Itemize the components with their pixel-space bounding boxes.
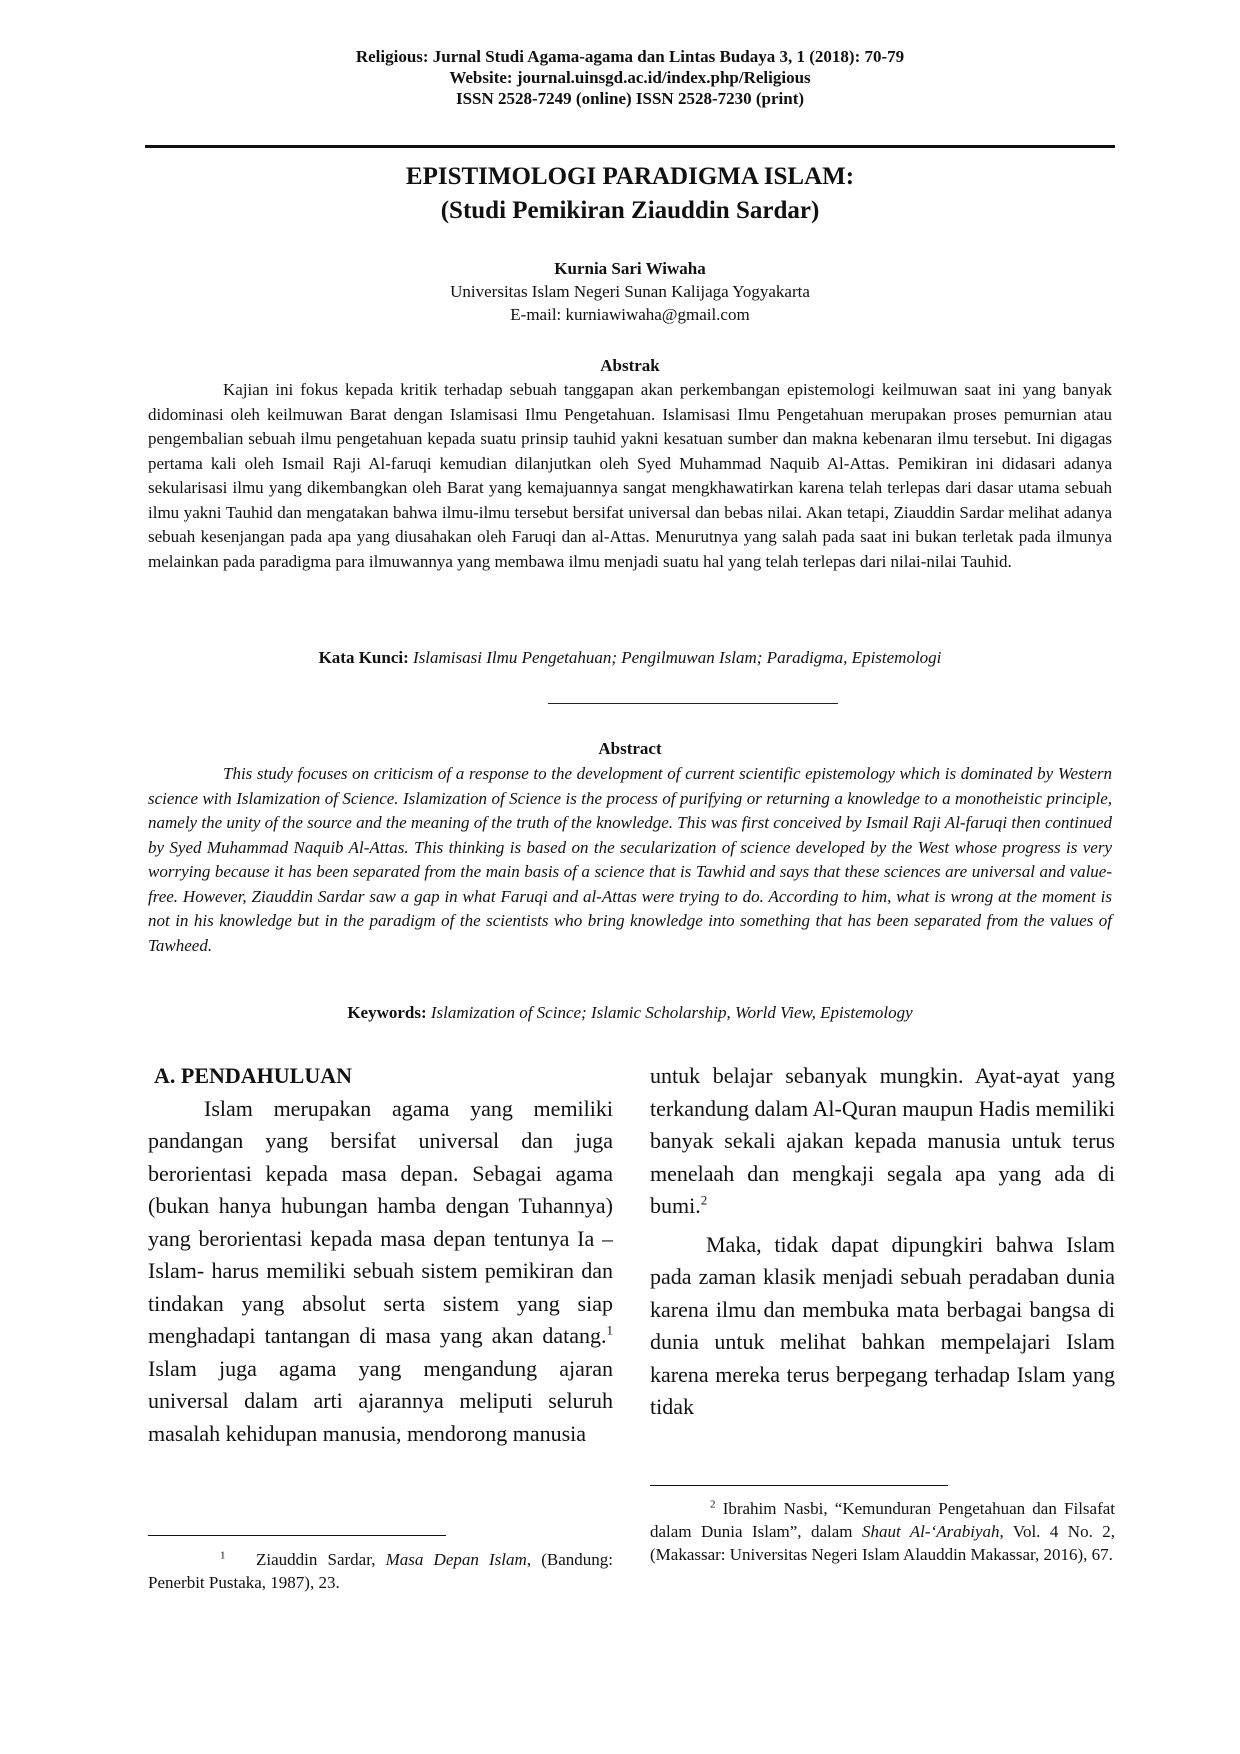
abstrak-heading: Abstrak xyxy=(600,356,660,375)
footnote-rule xyxy=(650,1485,948,1486)
footnote-ref-1[interactable]: 1 xyxy=(606,1322,613,1338)
footnote-author: Ziauddin Sardar, xyxy=(255,1550,376,1569)
kata-kunci-label: Kata Kunci: xyxy=(318,648,409,667)
abstract-heading: Abstract xyxy=(598,739,662,758)
footnote-rule xyxy=(148,1535,446,1536)
author-affiliation: Universitas Islam Negeri Sunan Kalijaga Yogyakarta xyxy=(450,282,810,301)
footnote-number: 1 xyxy=(220,1549,226,1562)
kata-kunci-text: Islamisasi Ilmu Pengetahuan; Pengilmuwan Islam; Paradigma, Epistemologi xyxy=(413,648,942,667)
keywords-text: Islamization of Scince; Islamic Scholarship, World View, Epistemology xyxy=(430,1003,913,1022)
author-email: E-mail: kurniawiwaha@gmail.com xyxy=(510,305,750,324)
journal-issn: ISSN 2528-7249 (online) ISSN 2528-7230 (print) xyxy=(455,89,805,108)
footnote-ref-2[interactable]: 2 xyxy=(700,1192,708,1208)
author-name: Kurnia Sari Wiwaha xyxy=(554,259,706,278)
keywords-label: Keywords: xyxy=(347,1003,427,1022)
footnote-text: Ibrahim Nasbi, “Kemunduran Pengetahuan dan Filsafat dalam Dunia Islam”, dalam xyxy=(650,1499,1116,1541)
footnote-number: 2 xyxy=(710,1498,716,1511)
body-text: untuk belajar sebanyak mungkin. Ayat-ayat yang terkandung dalam Al-Quran maupun Hadis memiliki banyak sekali ajakan kepada manusia untuk terus menelaah dan mengkaji segala apa yang ada di bumi. xyxy=(650,1063,1115,1218)
kata-kunci xyxy=(140,647,1120,669)
section-heading: A. PENDAHULUAN xyxy=(154,1063,352,1088)
abstract-body: This study focuses on criticism of a response to the development of current scientific epistemology which is dominated by Western science with Islamization of Science. Islamization of Science is the process of purifying or returning a knowledge to a monotheistic principle, namely the unity of the source and the meaning of the truth of the knowledge. This was first conceived by Ismail Raji Al-faruqi then continued by Syed Muhammad Naquib Al-Attas. This thinking is based on the secularization of science developed by the West whose progress is very worrying because it has been separated from the main basis of a science that is Tawhid and says that these sciences are universal and value-free. However, Ziauddin Sardar saw a gap in what Faruqi and al-Attas were trying to do. According to him, what is wrong at the moment is not in his knowledge but in the paradigm of the scientists who bring knowledge into something that has been separated from the values of Tawheed. xyxy=(148,764,1112,955)
abstrak-body: Kajian ini fokus kepada kritik terhadap sebuah tanggapan akan perkembangan epistemologi keilmuwan saat ini yang banyak didominasi oleh keilmuwan Barat dengan Islamisasi Ilmu Pengetahuan. Islamisasi Ilmu Pengetahuan merupakan proses pemurnian atau pengembalian sebuah ilmu pengetahuan kepada suatu prinsip tauhid yakni kesatuan sumber dan makna kebenaran ilmu tersebut. Ini digagas pertama kali oleh Ismail Raji Al-faruqi kemudian dilanjutkan oleh Syed Muhammad Naquib Al-Attas. Pemikiran ini didasari adanya sekularisasi ilmu yang dikembangkan oleh Barat yang kemajuannya sangat mengkhawatirkan karena telah terlepas dari dasar utama sebuah ilmu yakni Tauhid dan mengatakan bahwa ilmu-ilmu tersebut bersifat universal dan bebas nilai. Akan tetapi, Ziauddin Sardar melihat adanya sebuah kesenjangan pada apa yang diusahakan oleh Faruqi dan al-Attas. Menurutnya yang salah pada saat ini bukan terletak pada ilmunya melainkan pada paradigma para ilmuwannya yang membawa ilmu menjadi suatu hal yang telah terlepas dari nilai-nilai Tauhid. xyxy=(148,380,1112,571)
footnote-book-title: Masa Depan Islam xyxy=(385,1550,527,1569)
body-paragraph xyxy=(650,1229,1115,1424)
abstract-separator xyxy=(548,703,838,704)
body-paragraph xyxy=(148,1093,613,1451)
journal-citation: Religious: Jurnal Studi Agama-agama dan Lintas Budaya 3, 1 (2018): 70-79 xyxy=(355,47,905,66)
footnote-journal: Shaut Al-‘Arabiyah xyxy=(861,1522,1000,1541)
body-paragraph xyxy=(650,1060,1115,1223)
footnote-publication: , (Bandung: Penerbit Pustaka, 1987), 23. xyxy=(148,1550,613,1592)
keywords xyxy=(140,1002,1120,1024)
footnote-2 xyxy=(650,1497,1115,1566)
body-column-left xyxy=(148,1060,613,1450)
paper-title xyxy=(140,160,1120,228)
body-text: Islam merupakan agama yang memiliki pandangan yang bersifat universal dan juga berorientasi kepada masa depan. Sebagai agama (bukan hanya hubungan hamba dengan Tuhannya) yang berorientasi kepada masa depan tentunya Ia –Islam- harus memiliki sebuah sistem pemikiran dan tindakan yang absolut serta sistem yang siap menghadapi tantangan di masa yang akan datang. xyxy=(148,1095,613,1348)
title-subtitle: (Studi Pemikiran Ziauddin Sardar) xyxy=(440,197,820,224)
author-block xyxy=(140,257,1120,326)
title-main: EPISTIMOLOGI PARADIGMA ISLAM: xyxy=(405,163,855,190)
body-text: Islam juga agama yang mengandung ajaran universal dalam arti ajarannya meliputi seluruh masalah kehidupan manusia, mendorong manusia xyxy=(148,1355,613,1446)
journal-website: Website: journal.uinsgd.ac.id/index.php/Religious xyxy=(449,68,811,87)
body-text: Maka, tidak dapat dipungkiri bahwa Islam pada zaman klasik menjadi sebuah peradaban dunia karena ilmu dan membuka mata berbagai bangsa di dunia untuk melihat bahkan mempelajari Islam karena mereka terus berpegang terhadap Islam yang tidak xyxy=(650,1231,1115,1419)
header-rule xyxy=(145,145,1115,148)
journal-header xyxy=(140,46,1120,109)
footnote-1 xyxy=(148,1548,613,1594)
body-column-right xyxy=(650,1060,1115,1424)
footnote-publication: , Vol. 4 No. 2, (Makassar: Universitas Negeri Islam Alauddin Makassar, 2016), 67. xyxy=(650,1522,1116,1564)
